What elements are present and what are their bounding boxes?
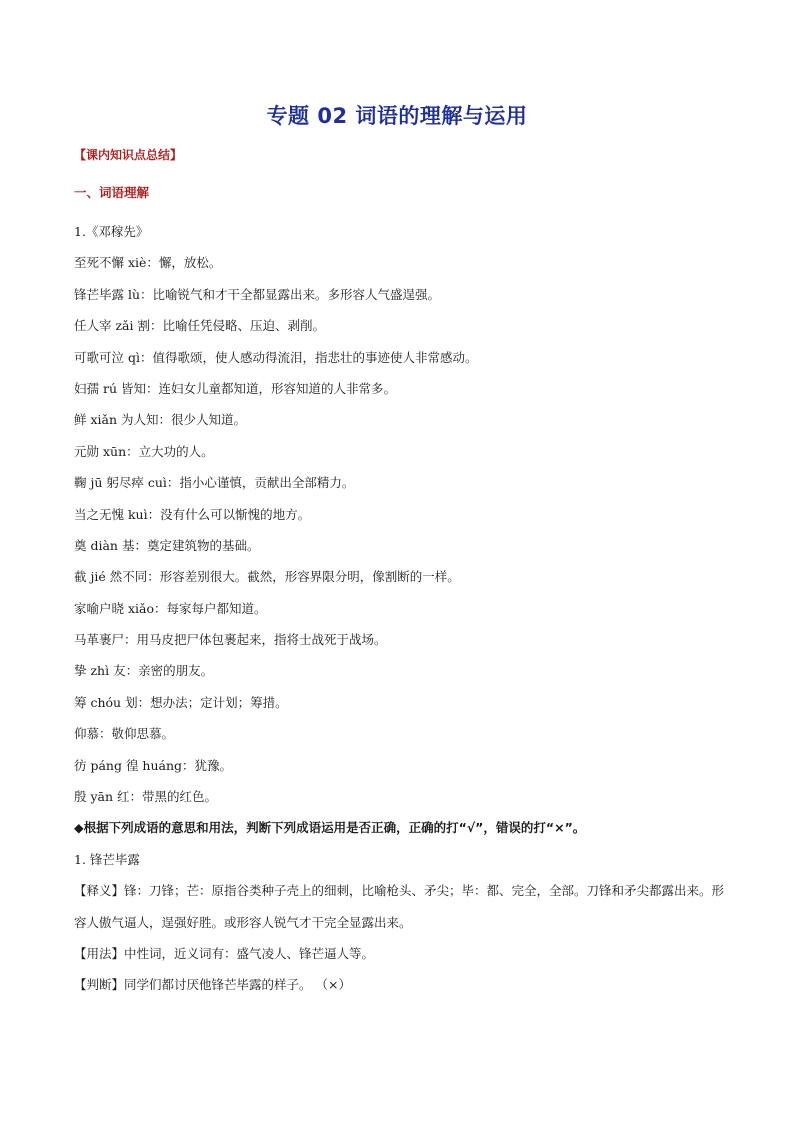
word-entry: 殷 yān 红：带黑的红色。: [74, 789, 218, 805]
word-entry: 马革裹尸：用马皮把尸体包裹起来，指将士战死于战场。: [74, 632, 387, 648]
word-entry: 鲜 xiǎn 为人知：很少人知道。: [74, 412, 246, 428]
word-entry: 奠 diàn 基：奠定建筑物的基础。: [74, 537, 260, 553]
word-entry: 截 jié 然不同：形容差别很大。截然，形容界限分明，像割断的一样。: [74, 569, 460, 585]
word-entry: 彷 páng 徨 huáng：犹豫。: [74, 757, 233, 773]
word-entry: 当之无愧 kuì：没有什么可以惭愧的地方。: [74, 506, 311, 522]
idiom-usage: 【用法】中性词，近义词有：盛气凌人、锋芒逼人等。: [74, 946, 375, 962]
word-entry: 鞠 jū 躬尽瘁 cuì：指小心谨慎，贡献出全部精力。: [74, 475, 355, 491]
word-entry: 锋芒毕露 lù：比喻锐气和才干全都显露出来。多形容人气盛逞强。: [74, 286, 441, 302]
idiom-judgement: 【判断】同学们都讨厌他锋芒毕露的样子。 （×）: [74, 977, 351, 993]
heading-word-understanding: 一、词语理解: [74, 185, 150, 200]
lesson-title: 1.《邓稼先》: [74, 224, 149, 239]
exercise-instruction: ◆根据下列成语的意思和用法，判断下列成语运用是否正确，正确的打“√”，错误的打“×”。: [74, 820, 586, 836]
page-title: 专题 02 词语的理解与运用: [266, 104, 528, 128]
word-entry: 妇孺 rú 皆知：连妇女儿童都知道，形容知道的人非常多。: [74, 380, 396, 396]
word-entry: 至死不懈 xiè：懈，放松。: [74, 255, 222, 271]
word-entry: 家喻户晓 xiǎo：每家每户都知道。: [74, 600, 267, 616]
word-entry: 元勋 xūn：立大功的人。: [74, 443, 214, 459]
word-entry: 可歌可泣 qì：值得歌颂，使人感动得流泪，指悲壮的事迹使人非常感动。: [74, 349, 478, 365]
word-entry: 筹 chóu 划：想办法；定计划；筹措。: [74, 694, 288, 710]
idiom-definition: 【释义】锋：刀锋；芒：原指谷类种子壳上的细刺，比喻枪头、矛尖；毕：都、完全，全部。刀锋和矛尖都露出来。形容人傲气逼人，逞强好胜。或形容人锐气才干完全显露出来。: [74, 883, 725, 930]
word-entry: 仰慕：敬仰思慕。: [74, 726, 175, 742]
word-entry: 任人宰 zǎi 割：比喻任凭侵略、压迫、剥削。: [74, 318, 325, 334]
idiom-item-title: 1. 锋芒毕露: [74, 851, 140, 867]
content-body: [74, 216, 724, 1001]
word-entry: 挚 zhì 友：亲密的朋友。: [74, 663, 214, 679]
section-tag: 【课内知识点总结】: [74, 148, 183, 162]
